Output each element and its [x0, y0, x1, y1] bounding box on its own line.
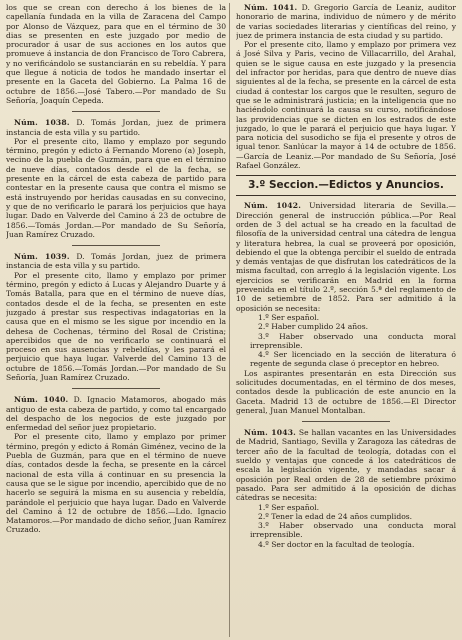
left-column: [6, 3, 226, 637]
requirement-item: 2.º Haber cumplido 24 años.: [257, 322, 369, 332]
notice-number: Núm. 1040.: [14, 395, 69, 405]
notice-number: Núm. 1039.: [14, 252, 70, 262]
notice-paragraph: Por el presente cito, llamo y emplazo por primer término, pregón y edicto á Román Giménez, vecino de la Puebla de Guzmán, para que en el término de nueve días, contados desde la fecha, se presente en la cárcel nacional de esta villa á continuar en su presencia la causa que se le sigue por incendio, apercibido que de no hacerlo se seguirá la misma en su ausencia y rebeldía, parándole el perjuicio que haya lugar. Dado en Valverde del Camino á 12 de octubre de 1856.—Ldo. Ignacio Matamoros.—Por mandado de dicho señor, Juan Ramírez Cruzado.: [6, 432, 227, 535]
requirement-item: 3.º Haber observado una conducta moral irreprensible.: [249, 521, 457, 540]
notice-number: Núm. 1038.: [14, 118, 70, 128]
column-divider: [229, 3, 236, 637]
requirement-item: 4.º Ser licenciado en la sección de literatura ó regente de segunda clase ó preceptor en hebreo.: [249, 350, 457, 369]
notice-heading: D. Tomás Jordan, juez de primera instancia de esta villa y su partido.: [6, 252, 227, 271]
requirement-item: 4.º Ser doctor en la facultad de teología.: [257, 539, 415, 549]
notice-closing: Los aspirantes presentarán en esta Dirección sus solicitudes documentadas, en el término de dos meses, contados desde la publicación de este anuncio en la Gaceta. Madrid 13 de octubre de 1856.—El Director general, Juan Manuel Montalban.: [235, 368, 457, 415]
requirement-item: 1.º Ser español.: [257, 312, 320, 322]
requirement-item: 2.º Tener la edad de 24 años cumplidos.: [257, 511, 413, 521]
two-column-layout: [6, 3, 456, 637]
notice-number: Núm. 1042.: [243, 201, 302, 211]
notice-1038: [6, 118, 226, 239]
requirement-item: 3.º Haber observado una conducta moral irreprensible.: [249, 331, 457, 350]
notice-number: Núm. 1043.: [243, 428, 297, 438]
notice-heading: Universidad literaria de Sevilla.—Dirección general de instrucción pública.—Por Real orden de 3 del actual se ha creado en la facultad de filosofía de la universidad central una cátedra de lengua y literatura hebrea, la cual se proveerá por oposición, debiendo el que la obtenga percibir el sueldo de entrada y demás ventajas de que disfrutan los catedráticos de la misma facultad, con arreglo á la legislación vigente. Los ejercicios se verificarán en Madrid en la forma prevenida en el título 2.º, sección 5.ª del reglamento de 10 de setiembre de 1852. Para ser admitido á la oposición se necesita:: [235, 201, 457, 313]
notice-1042: [236, 201, 456, 415]
divider: [72, 245, 160, 246]
requirement-item: 1.º Ser español.: [257, 502, 320, 512]
divider: [302, 421, 390, 422]
notice-1041: [236, 3, 456, 170]
notice-paragraph: Por el presente cito, llamo y emplazo por primer término, pregón y edicto á Lucas y Alejandro Duarte y á Tomás Batalla, para que en el término de nueve días, contados desde el de la fecha, se presenten en este juzgado á prestar sus respectivas indagatorias en la causa que en el mismo se les sigue por incendio en la dehesa de Cochenas, término del Rosal de Cristina; apercibidos que de no verificarlo se continuará el proceso en sus ausencias y rebeldías, y les parará el perjuicio que haya lugar. Valverde del Camino 13 de octubre de 1856.—Tomás Jordan.—Por mandado de Su Señoría, Juan Ramírez Cruzado.: [6, 270, 227, 382]
notice-heading: D. Tomás Jordan, juez de primera instancia de esta villa y su partido.: [6, 118, 227, 137]
notice-1040: [6, 395, 226, 534]
notice-number: Núm. 1041.: [243, 3, 298, 12]
notice-heading: Se hallan vacantes en las Universidades de Madrid, Santiago, Sevilla y Zaragoza las cátedras de tercer año de la facultad de teología, dotadas con el sueldo y ventajas que concede á los catedráticos de escala la legislación vigente, y mandadas sacar á oposición por Real orden de 28 de setiembre próximo pasado. Para ser admitido á la oposición de dichas cátedras se necesita:: [235, 428, 457, 503]
notice-heading: D. Gregorio García de Leaniz, auditor honorario de marina, individuo de número y de mérito de varias sociedades literarias y científicas del reino, y juez de primera instancia de esta ciudad y su partido.: [235, 3, 457, 40]
notice-heading: D. Ignacio Matamoros, abogado más antiguo de esta cabeza de partido, y como tal encargado del despacho de los negocios de este juzgado por enfermedad del señor juez propietario.: [6, 395, 227, 433]
divider: [72, 111, 160, 112]
divider: [72, 388, 160, 389]
notice-1039: [6, 252, 226, 382]
right-column: [236, 3, 456, 637]
notice-paragraph: Por el presente cito, llamo y emplazo por primera vez á José Silva y Paris, vecino de Villacarrillo, del Arahal, quien se le sigue causa en este juzgado y la presencia del infractor por heridas, para que dentro de nueve días siguientes al de la fecha, se presente en la cárcel de esta ciudad á contestar los cargos que le resulten, seguro de que se le administrará justicia; en la inteligencia que no haciéndolo continuará la causa su curso, notificándose las providencias que se dicten en los estrados de este juzgado, lo que le parará el perjuicio que haya lugar. Y para noticia del susodicho se fija el presente y otros de igual tenor. Sanlúcar la mayor á 14 de octubre de 1856.—García de Leaniz.—Por mandado de Su Señoría, José Rafael González.: [235, 40, 457, 171]
notice-paragraph: Por el presente cito, llamo y emplazo por segundo término, pregón y edicto á Fernando Moreno (a) Joseph, vecino de la puebla de Guzmán, para que en el término de nueve días, contados desde el de la fecha, se presente en la cárcel de esta cabeza de partido para contestar en la presente causa que contra el mismo se está instruyendo por heridas causadas en su convecino, y que de no verificarlo le parará los perjuicios que haya lugar. Dado en Valverde del Camino á 23 de octubre de 1856.—Tomás Jordan.—Por mandado de Su Señoría, Juan Ramírez Cruzado.: [6, 136, 227, 239]
notice-1043: [236, 428, 456, 549]
opening-notice-text: los que se crean con derecho á los bienes de la capellanía fundada en la villa de Zaracena del Campo por Alonso de Vázquez, para que en el término de 30 dias se presenten en este juzgado por medio de procurador á usar de sus acciones en los autos que promueve á instancia de don Francisco de Toro Cabrera, y no verificándolo se sustanciarán en su rebeldía. Y para que llegue á noticia de todos he mandado insertar el presente en la Gaceta del Gobierno. La Palma 16 de octubre de 1856.—José Tabero.—Por mandado de Su Señoría, Joaquín Cepeda.: [6, 3, 227, 105]
section-title: 3.º Seccion.—Edictos y Anuncios.: [236, 175, 456, 196]
